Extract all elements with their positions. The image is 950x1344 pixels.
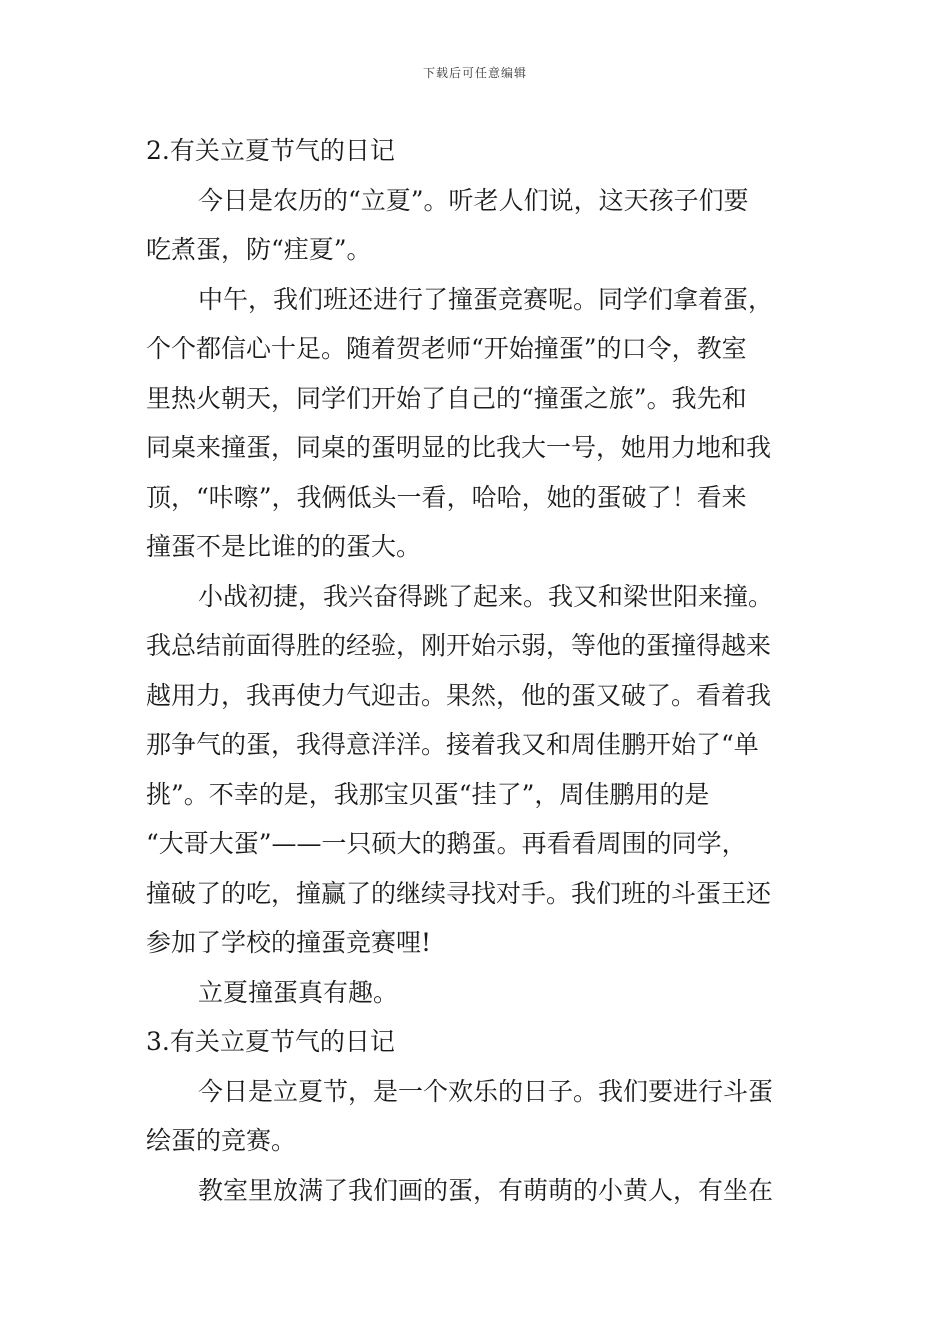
paragraph-line: 个个都信心十足。随着贺老师“开始撞蛋”的口令，教室 xyxy=(146,334,747,363)
section-heading-3: 3.有关立夏节气的日记 xyxy=(146,1027,395,1056)
document-body xyxy=(146,126,808,1215)
paragraph-line: 吃煮蛋，防“疰夏”。 xyxy=(146,235,372,264)
paragraph-line: 中午，我们班还进行了撞蛋竞赛呢。同学们拿着蛋， xyxy=(198,284,774,314)
paragraph-line: 绘蛋的竞赛。 xyxy=(146,1126,297,1155)
paragraph-line: 立夏撞蛋真有趣。 xyxy=(198,977,399,1007)
paragraph-line: 我总结前面得胜的经验，刚开始示弱，等他的蛋撞得越来 xyxy=(146,631,772,660)
paragraph-line: 小战初捷，我兴奋得跳了起来。我又和梁世阳来撞。 xyxy=(198,581,774,611)
paragraph-line: 教室里放满了我们画的蛋，有萌萌的小黄人，有坐在 xyxy=(198,1175,774,1205)
section-heading-2: 2.有关立夏节气的日记 xyxy=(146,136,395,165)
paragraph-line: 那争气的蛋，我得意洋洋。接着我又和周佳鹏开始了“单 xyxy=(146,730,759,759)
paragraph-line: 里热火朝天，同学们开始了自己的“撞蛋之旅”。我先和 xyxy=(146,383,747,413)
header-note: 下载后可任意编辑 xyxy=(422,66,527,80)
paragraph-line: 今日是立夏节，是一个欢乐的日子。我们要进行斗蛋 xyxy=(198,1076,774,1106)
paragraph-line: 挑”。不幸的是，我那宝贝蛋“挂了”，周佳鹏用的是 xyxy=(146,779,710,809)
paragraph-line: 今日是农历的“立夏”。听老人们说，这天孩子们要 xyxy=(198,185,749,215)
paragraph-line: 同桌来撞蛋，同桌的蛋明显的比我大一号，她用力地和我 xyxy=(146,433,772,462)
paragraph-line: 顶，“咔嚓”，我俩低头一看，哈哈，她的蛋破了！看来 xyxy=(146,482,747,512)
paragraph-line: 参加了学校的撞蛋竞赛哩! xyxy=(146,928,432,957)
paragraph-line: 撞蛋不是比谁的的蛋大。 xyxy=(146,532,422,561)
paragraph-line: “大哥大蛋”——一只硕大的鹅蛋。再看看周围的同学， xyxy=(146,829,747,858)
paragraph-line: 撞破了的吃，撞赢了的继续寻找对手。我们班的斗蛋王还 xyxy=(146,878,772,908)
paragraph-line: 越用力，我再使力气迎击。果然，他的蛋又破了。看着我 xyxy=(146,680,772,710)
